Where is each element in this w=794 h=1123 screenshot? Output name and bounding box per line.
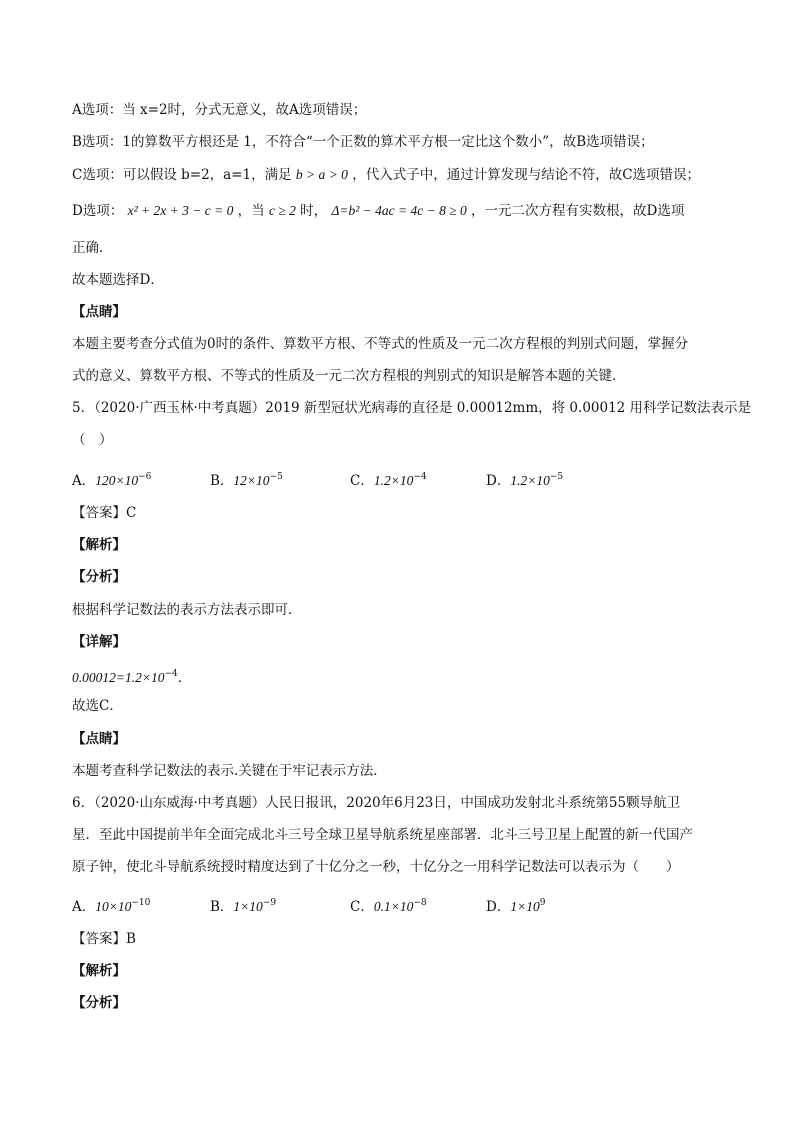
option-d-text-mid: ，当 — [237, 203, 265, 219]
option-a-analysis: A选项：当 x=2时，分式无意义，故A选项错误； — [72, 102, 367, 118]
q6-option-d: D．$1\times 10^9$ — [486, 898, 546, 915]
q5-stem-line-2: （ ） — [72, 432, 113, 448]
q5-dianjing-text: 本题考查科学记数法的表示.关键在于牢记表示方法． — [72, 763, 387, 779]
option-d-equation: x² + 2x + 3 − c = 0 — [127, 203, 234, 218]
q5-stem-line-1: 5．（2020·广西玉林·中考真题）2019 新型冠状光病毒的直径是 0.00012mm，将 0.00012 用科学记数法表示是 — [72, 400, 752, 416]
q5-calculation: $0.00012=1.2\times 10^{-4}$． — [72, 669, 192, 686]
option-d-condition: c ≥ 2 — [268, 203, 296, 218]
q5-choice: 故选C． — [72, 698, 123, 714]
q5-fenxi-text: 根据科学记数法的表示方法表示即可． — [72, 602, 302, 618]
q6-option-c: C．$0.1\times 10^{-8}$ — [350, 898, 427, 915]
q5-dianjing-label: 【点睛】 — [72, 731, 126, 747]
q4-dianjing-line-2: 式的意义、算数平方根、不等式的性质及一元二次方程根的判别式的知识是解答本题的关键． — [72, 368, 626, 384]
option-d-text-pre: D选项： — [72, 203, 124, 219]
q5-xiangjie-label: 【详解】 — [72, 634, 126, 650]
q5-option-c: C．$1.2\times 10^{-4}$ — [350, 472, 427, 489]
q6-stem-line-3: 原子钟，使北斗导航系统授时精度达到了十亿分之一秒，十亿分之一用科学记数法可以表示为（ ） — [72, 859, 680, 875]
option-d-discriminant: Δ=b² − 4ac = 4c − 8 ≥ 0 — [331, 203, 467, 218]
q6-fenxi-label: 【分析】 — [72, 995, 126, 1011]
option-d-text-mid2: 时， — [300, 203, 328, 219]
q6-option-a: A．$10\times 10^{-10}$ — [72, 898, 151, 915]
q6-option-b: B．$1\times 10^{-9}$ — [210, 898, 277, 915]
option-c-text-post: ，代入式子中，通过计算发现与结论不符，故C选项错误； — [352, 167, 701, 183]
q5-option-a: A．$120\times 10^{-6}$ — [72, 472, 152, 489]
q5-option-d: D．$1.2\times 10^{-5}$ — [486, 472, 564, 489]
q5-fenxi-label: 【分析】 — [72, 569, 126, 585]
option-d-analysis — [72, 201, 684, 221]
q5-jiexi-label: 【解析】 — [72, 537, 126, 553]
q4-choice: 故本题选择D． — [72, 272, 164, 288]
q5-answer: 【答案】C — [72, 505, 137, 521]
q6-stem-line-2: 星．至此中国提前半年全面完成北斗三号全球卫星导航系统星座部署．北斗三号卫星上配置的新一代国产 — [72, 827, 693, 843]
q6-stem-line-1: 6．（2020·山东威海·中考真题）人民日报讯，2020年6月23日，中国成功发射北斗系统第55颗导航卫 — [72, 795, 681, 811]
q6-jiexi-label: 【解析】 — [72, 963, 126, 979]
option-c-inequality: b > a > 0 — [295, 167, 348, 182]
q6-answer: 【答案】B — [72, 931, 136, 947]
q4-dianjing-label: 【点睛】 — [72, 304, 126, 320]
q4-dianjing-line-1: 本题主要考查分式值为0时的条件、算数平方根、不等式的性质及一元二次方程根的判别式问题，掌握分 — [72, 336, 689, 352]
option-d-continuation: 正确． — [72, 240, 113, 256]
q5-option-b: B．$12\times 10^{-5}$ — [210, 472, 283, 489]
option-d-text-post: ，一元二次方程有实数根，故D选项 — [471, 203, 685, 219]
option-c-text-pre: C选项：可以假设 b=2，a=1，满足 — [72, 167, 292, 183]
option-c-analysis — [72, 165, 700, 185]
option-b-analysis: B选项：1的算数平方根还是 1，不符合“一个正数的算术平方根一定比这个数小”，故B选项错误； — [72, 134, 654, 150]
